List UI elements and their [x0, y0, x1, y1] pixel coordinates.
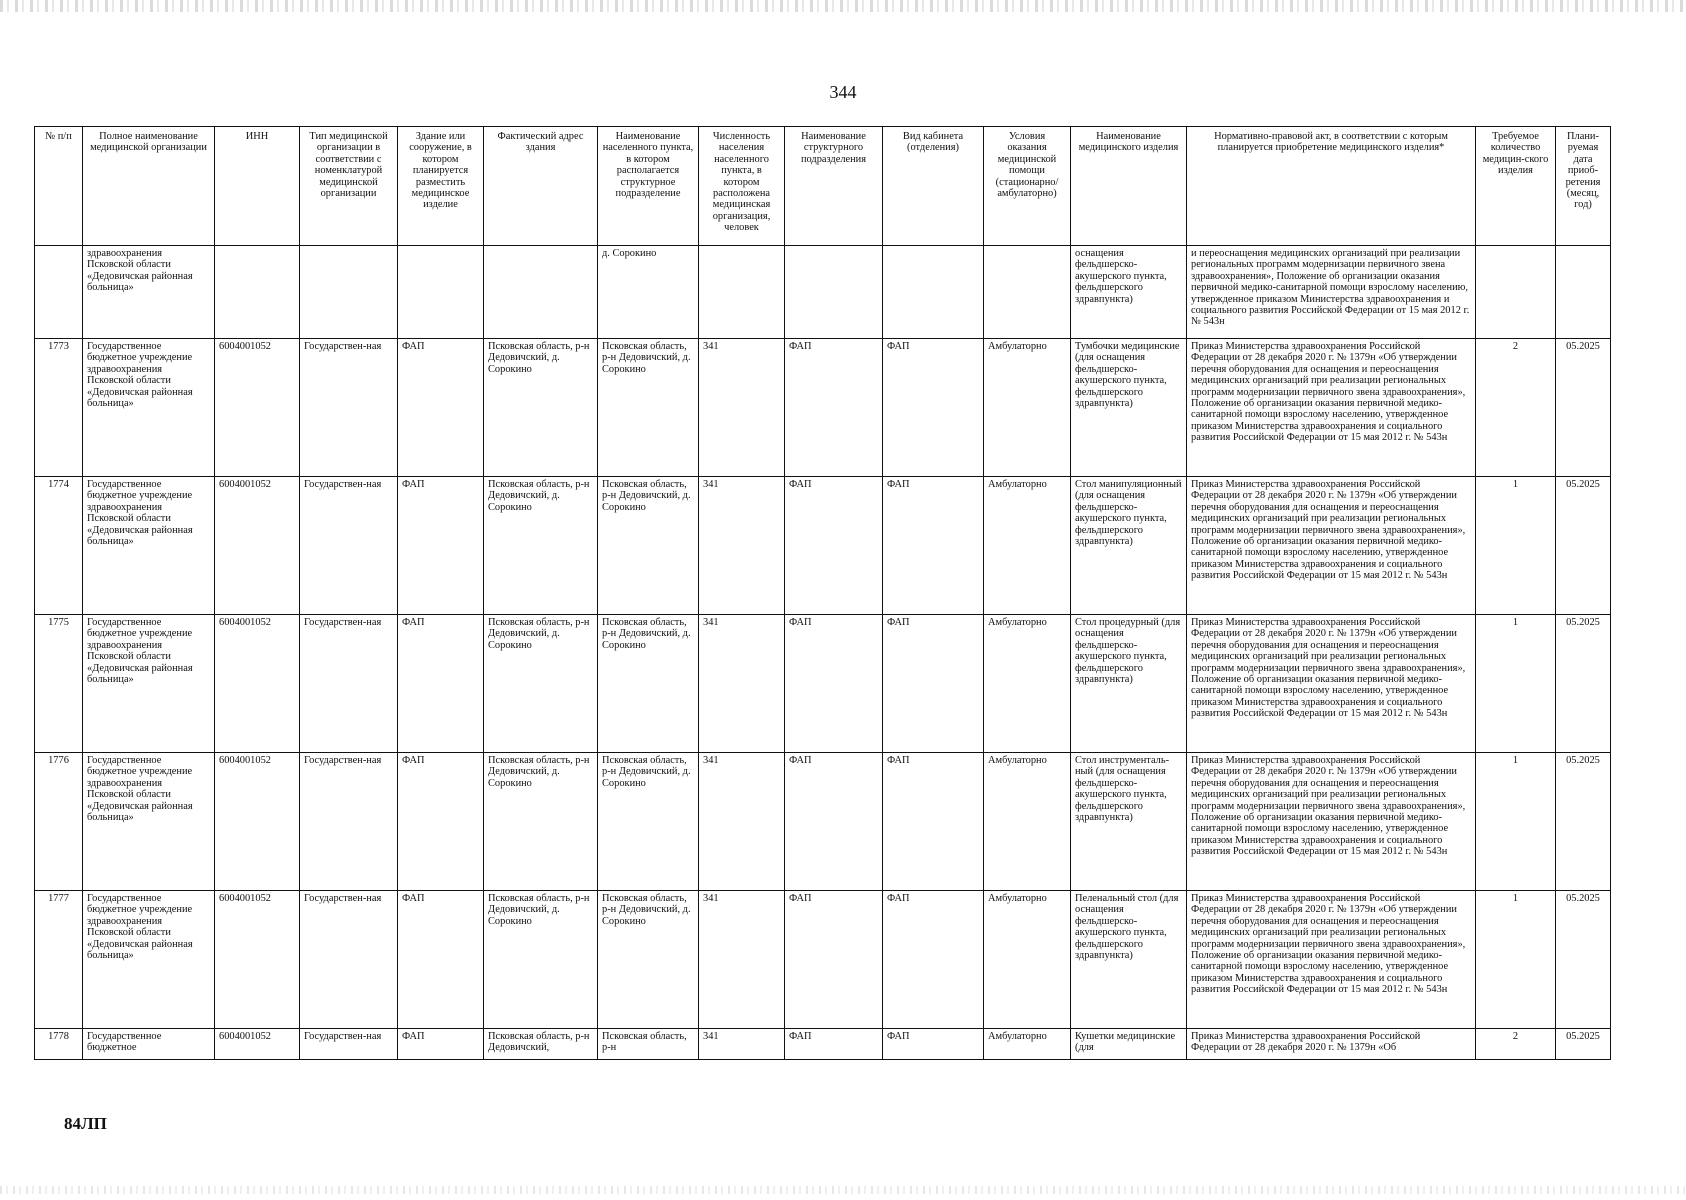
header-cell: Фактический адрес здания [484, 127, 598, 246]
table-cell [883, 246, 984, 339]
address: Псковская область, р-н Дедовичский, д. Сорокино [484, 477, 598, 615]
header-cell: Тип медицинской организации в соответствии с номенклатурой медицинской организации [300, 127, 398, 246]
population: 341 [699, 615, 785, 753]
cabinet-type: ФАП [883, 891, 984, 1029]
org-name: Государственное бюджетное учреждение здравоохранения Псковской области «Дедовичская районная больница» [83, 615, 215, 753]
structural-unit: ФАП [785, 477, 883, 615]
device-name: Стол манипуляционный (для оснащения фельдшерско-акушерского пункта, фельдшерского здравпункта) [1071, 477, 1187, 615]
care-conditions: Амбулаторно [984, 891, 1071, 1029]
page-number: 344 [829, 82, 857, 102]
table-cell [398, 246, 484, 339]
structural-unit: ФАП [785, 891, 883, 1029]
inn: 6004001052 [215, 891, 300, 1029]
table-header-row [35, 127, 1611, 246]
org-type: Государствен-ная [300, 1029, 398, 1060]
locality: Псковская область, р-н Дедовичский, д. Сорокино [598, 753, 699, 891]
care-conditions: Амбулаторно [984, 615, 1071, 753]
table-cell: и переоснащения медицинских организаций при реализации региональных программ модернизации первичного звена здравоохранения», Положение об организации оказания первичной медико-санитарной помощи взрослому населению, утвержденное приказом Министерства здравоохранения и социального развития Российской Федерации от 15 мая 2012 г. № 543н [1187, 246, 1476, 339]
table-cell [484, 246, 598, 339]
row-number: 1777 [35, 891, 83, 1029]
device-name: Стол процедурный (для оснащения фельдшерско-акушерского пункта, фельдшерского здравпункта) [1071, 615, 1187, 753]
table-cell [35, 246, 83, 339]
org-type: Государствен-ная [300, 891, 398, 1029]
table-cell [1556, 246, 1611, 339]
org-name: Государственное бюджетное учреждение здравоохранения Псковской области «Дедовичская районная больница» [83, 753, 215, 891]
inn: 6004001052 [215, 615, 300, 753]
equipment-table [34, 126, 1611, 1060]
legal-act: Приказ Министерства здравоохранения Российской Федерации от 28 декабря 2020 г. № 1379н «Об утверждении перечня оборудования для оснащения и переоснащения медицинских организаций при реализации региональных программ модернизации первичного звена здравоохранения», Положение об организации оказания первичной медико-санитарной помощи взрослому населению, утвержденное приказом Министерства здравоохранения и социального развития Российской Федерации от 15 мая 2012 г. № 543н [1187, 891, 1476, 1029]
table-row [35, 615, 1611, 753]
row-number: 1774 [35, 477, 83, 615]
legal-act: Приказ Министерства здравоохранения Российской Федерации от 28 декабря 2020 г. № 1379н «Об [1187, 1029, 1476, 1060]
header-cell: Плани-руемая дата приоб-ретения (месяц, год) [1556, 127, 1611, 246]
table-cell: оснащения фельдшерско-акушерского пункта, фельдшерского здравпункта) [1071, 246, 1187, 339]
structural-unit: ФАП [785, 753, 883, 891]
header-cell: № п/п [35, 127, 83, 246]
header-cell: Требуемое количество медицин-ского изделия [1476, 127, 1556, 246]
locality: Псковская область, р-н Дедовичский, д. Сорокино [598, 615, 699, 753]
locality: Псковская область, р-н Дедовичский, д. Сорокино [598, 477, 699, 615]
org-name: Государственное бюджетное учреждение здравоохранения Псковской области «Дедовичская районная больница» [83, 339, 215, 477]
table-cell [1476, 246, 1556, 339]
building: ФАП [398, 477, 484, 615]
device-name: Стол инструменталь-ный (для оснащения фельдшерско-акушерского пункта, фельдшерского здравпункта) [1071, 753, 1187, 891]
scan-edge-bottom [0, 1186, 1686, 1194]
cabinet-type: ФАП [883, 339, 984, 477]
table-row [35, 339, 1611, 477]
org-type: Государствен-ная [300, 753, 398, 891]
header-cell: Численность населения населенного пункта, в котором расположена медицинская организация, человек [699, 127, 785, 246]
legal-act: Приказ Министерства здравоохранения Российской Федерации от 28 декабря 2020 г. № 1379н «Об утверждении перечня оборудования для оснащения и переоснащения медицинских организаций при реализации региональных программ модернизации первичного звена здравоохранения», Положение об организации оказания первичной медико-санитарной помощи взрослому населению, утвержденное приказом Министерства здравоохранения и социального развития Российской Федерации от 15 мая 2012 г. № 543н [1187, 753, 1476, 891]
population: 341 [699, 477, 785, 615]
quantity: 1 [1476, 477, 1556, 615]
table-cell: д. Сорокино [598, 246, 699, 339]
header-cell: Нормативно-правовой акт, в соответствии с которым планируется приобретение медицинского изделия* [1187, 127, 1476, 246]
org-type: Государствен-ная [300, 477, 398, 615]
device-name: Кушетки медицинские (для [1071, 1029, 1187, 1060]
locality: Псковская область, р-н Дедовичский, д. Сорокино [598, 339, 699, 477]
table-row [35, 753, 1611, 891]
legal-act: Приказ Министерства здравоохранения Российской Федерации от 28 декабря 2020 г. № 1379н «Об утверждении перечня оборудования для оснащения и переоснащения медицинских организаций при реализации региональных программ модернизации первичного звена здравоохранения», Положение об организации оказания первичной медико-санитарной помощи взрослому населению, утвержденное приказом Министерства здравоохранения и социального развития Российской Федерации от 15 мая 2012 г. № 543н [1187, 615, 1476, 753]
footer-code: 84ЛП [64, 1114, 107, 1133]
population: 341 [699, 1029, 785, 1060]
table-cell: здравоохранения Псковской области «Дедовичская районная больница» [83, 246, 215, 339]
table-row [35, 891, 1611, 1029]
building: ФАП [398, 1029, 484, 1060]
cabinet-type: ФАП [883, 753, 984, 891]
planned-date: 05.2025 [1556, 891, 1611, 1029]
cabinet-type: ФАП [883, 477, 984, 615]
device-name: Пеленальный стол (для оснащения фельдшерско-акушерского пункта, фельдшерского здравпункта) [1071, 891, 1187, 1029]
building: ФАП [398, 891, 484, 1029]
inn: 6004001052 [215, 477, 300, 615]
structural-unit: ФАП [785, 615, 883, 753]
inn: 6004001052 [215, 753, 300, 891]
table-row [35, 1029, 1611, 1060]
care-conditions: Амбулаторно [984, 477, 1071, 615]
care-conditions: Амбулаторно [984, 753, 1071, 891]
cabinet-type: ФАП [883, 615, 984, 753]
inn: 6004001052 [215, 1029, 300, 1060]
locality: Псковская область, р-н [598, 1029, 699, 1060]
table-cell [984, 246, 1071, 339]
planned-date: 05.2025 [1556, 1029, 1611, 1060]
quantity: 1 [1476, 615, 1556, 753]
org-name: Государственное бюджетное учреждение здравоохранения Псковской области «Дедовичская районная больница» [83, 477, 215, 615]
scan-edge-top [0, 0, 1686, 12]
org-type: Государствен-ная [300, 615, 398, 753]
building: ФАП [398, 339, 484, 477]
address: Псковская область, р-н Дедовичский, д. Сорокино [484, 891, 598, 1029]
inn: 6004001052 [215, 339, 300, 477]
header-cell: Наименование структурного подразделения [785, 127, 883, 246]
planned-date: 05.2025 [1556, 615, 1611, 753]
planned-date: 05.2025 [1556, 753, 1611, 891]
table-cell [699, 246, 785, 339]
quantity: 1 [1476, 891, 1556, 1029]
care-conditions: Амбулаторно [984, 1029, 1071, 1060]
org-name: Государственное бюджетное учреждение здравоохранения Псковской области «Дедовичская районная больница» [83, 891, 215, 1029]
quantity: 1 [1476, 753, 1556, 891]
header-cell: Наименование медицинского изделия [1071, 127, 1187, 246]
quantity: 2 [1476, 1029, 1556, 1060]
population: 341 [699, 891, 785, 1029]
structural-unit: ФАП [785, 1029, 883, 1060]
address: Псковская область, р-н Дедовичский, [484, 1029, 598, 1060]
header-cell: ИНН [215, 127, 300, 246]
quantity: 2 [1476, 339, 1556, 477]
header-cell: Наименование населенного пункта, в котором располагается структурное подразделение [598, 127, 699, 246]
address: Псковская область, р-н Дедовичский, д. Сорокино [484, 753, 598, 891]
locality: Псковская область, р-н Дедовичский, д. Сорокино [598, 891, 699, 1029]
row-number: 1775 [35, 615, 83, 753]
population: 341 [699, 339, 785, 477]
legal-act: Приказ Министерства здравоохранения Российской Федерации от 28 декабря 2020 г. № 1379н «Об утверждении перечня оборудования для оснащения и переоснащения медицинских организаций при реализации региональных программ модернизации первичного звена здравоохранения», Положение об организации оказания первичной медико-санитарной помощи взрослому населению, утвержденное приказом Министерства здравоохранения и социального развития Российской Федерации от 15 мая 2012 г. № 543н [1187, 477, 1476, 615]
continuation-row [35, 246, 1611, 339]
building: ФАП [398, 615, 484, 753]
header-cell: Вид кабинета (отделения) [883, 127, 984, 246]
header-cell: Полное наименование медицинской организации [83, 127, 215, 246]
building: ФАП [398, 753, 484, 891]
structural-unit: ФАП [785, 339, 883, 477]
table-cell [785, 246, 883, 339]
org-type: Государствен-ная [300, 339, 398, 477]
table-cell [300, 246, 398, 339]
header-cell: Условия оказания медицинской помощи (стационарно/ амбулаторно) [984, 127, 1071, 246]
population: 341 [699, 753, 785, 891]
table-cell [215, 246, 300, 339]
header-cell: Здание или сооружение, в котором планируется разместить медицинское изделие [398, 127, 484, 246]
address: Псковская область, р-н Дедовичский, д. Сорокино [484, 615, 598, 753]
care-conditions: Амбулаторно [984, 339, 1071, 477]
org-name: Государственное бюджетное [83, 1029, 215, 1060]
row-number: 1776 [35, 753, 83, 891]
table-row [35, 477, 1611, 615]
planned-date: 05.2025 [1556, 477, 1611, 615]
cabinet-type: ФАП [883, 1029, 984, 1060]
address: Псковская область, р-н Дедовичский, д. Сорокино [484, 339, 598, 477]
legal-act: Приказ Министерства здравоохранения Российской Федерации от 28 декабря 2020 г. № 1379н «Об утверждении перечня оборудования для оснащения и переоснащения медицинских организаций при реализации региональных программ модернизации первичного звена здравоохранения», Положение об организации оказания первичной медико-санитарной помощи взрослому населению, утвержденное приказом Министерства здравоохранения и социального развития Российской Федерации от 15 мая 2012 г. № 543н [1187, 339, 1476, 477]
planned-date: 05.2025 [1556, 339, 1611, 477]
row-number: 1773 [35, 339, 83, 477]
row-number: 1778 [35, 1029, 83, 1060]
device-name: Тумбочки медицинские (для оснащения фельдшерско-акушерского пункта, фельдшерского здравпункта) [1071, 339, 1187, 477]
